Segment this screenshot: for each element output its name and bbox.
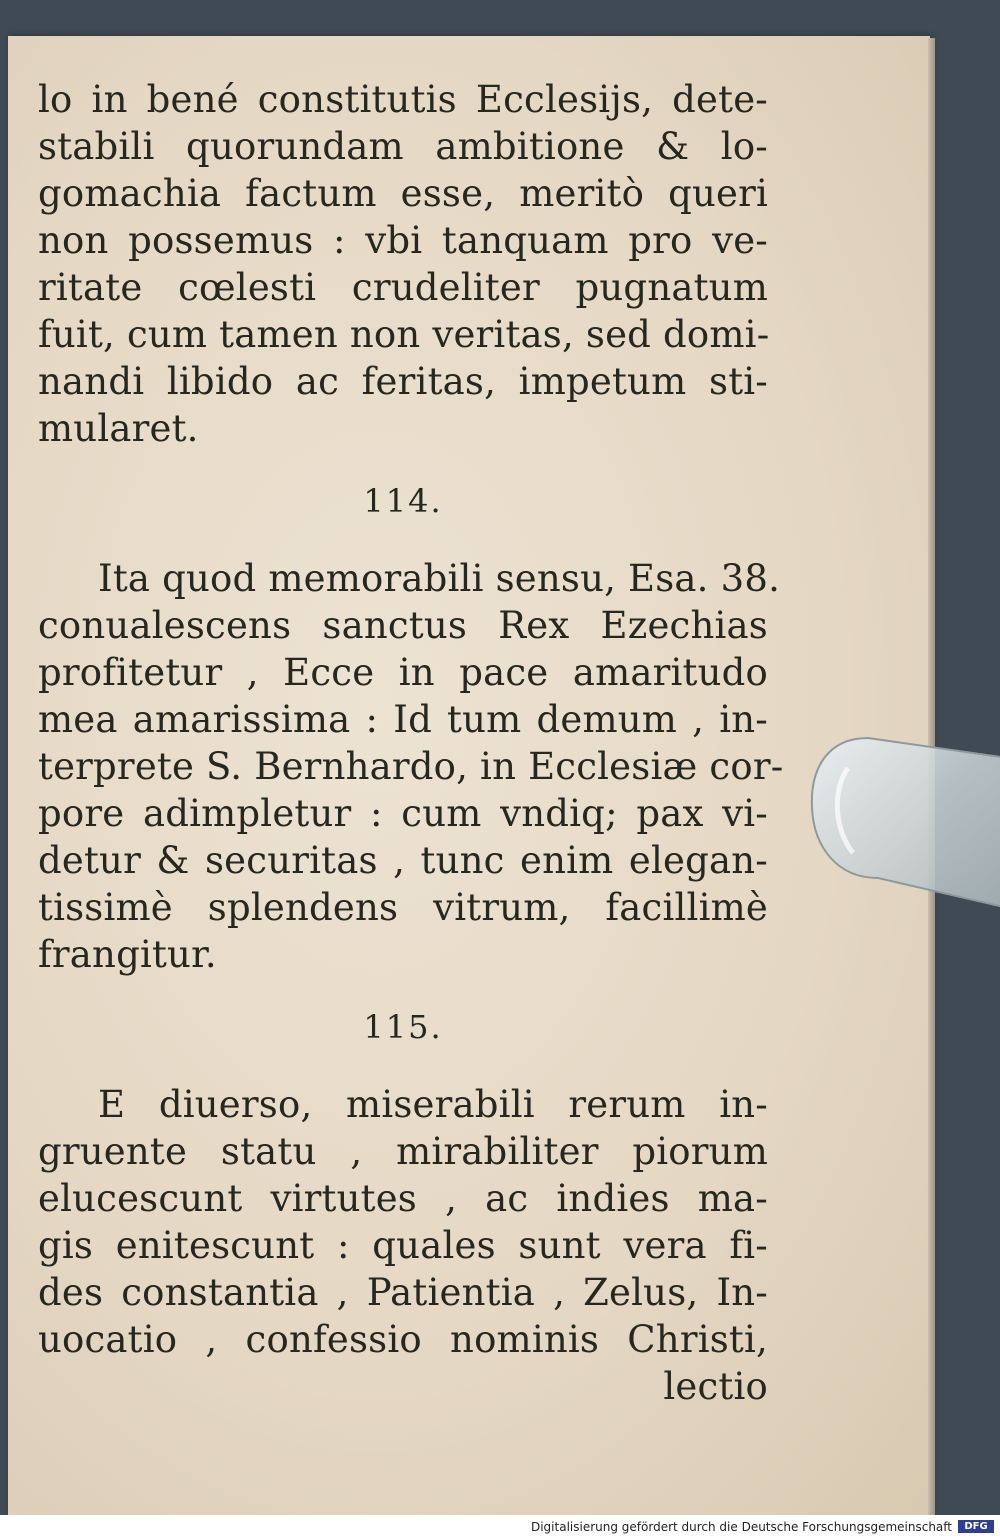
page-holder-clip-icon [808,728,1000,918]
text-line: elucescunt virtutes , ac indies ma- [38,1177,768,1220]
paragraph-114 [38,555,784,978]
section-number-114: 114. [363,482,443,520]
text-line: nandi libido ac feritas, impetum sti- [38,360,768,403]
text-line: stabili quorundam ambitione & lo- [38,125,768,168]
text-line: fuit, cum tamen non veritas, sed domi- [38,313,770,356]
catchword: lectio [663,1365,768,1408]
text-line: mularet. [38,407,199,450]
text-line: tissimè splendens vitrum, facillimè [38,886,768,929]
text-line: gomachia factum esse, meritò queri [38,172,768,215]
book-page [8,36,930,1515]
paragraph-113 [38,76,768,452]
page-text [38,76,784,1410]
text-line: profitetur , Ecce in pace amaritudo [38,651,768,694]
footer-credit: Digitalisierung gefördert durch die Deutsche Forschungsgemeinschaft [530,1520,952,1534]
text-line: uocatio , confessio nominis Christi, [38,1318,768,1361]
text-line: des constantia , Patientia , Zelus, In- [38,1271,768,1314]
text-line: mea amarissima : Id tum demum , in- [38,698,768,741]
text-line: detur & securitas , tunc enim elegan- [38,839,768,882]
text-line: gruente statu , mirabiliter piorum [38,1130,768,1173]
text-line: terprete S. Bernhardo, in Ecclesiæ cor- [38,745,784,788]
text-line: conualescens sanctus Rex Ezechias [38,604,768,647]
section-number-115: 115. [363,1008,443,1046]
text-line: lo in bené constitutis Ecclesijs, dete- [38,78,768,121]
text-line: gis enitescunt : quales sunt vera fi- [38,1224,768,1267]
paragraph-115 [38,1081,768,1363]
text-line: pore adimpletur : cum vndiq; pax vi- [38,792,768,835]
text-line: non possemus : vbi tanquam pro ve- [38,219,768,262]
text-line: ritate cœlesti crudeliter pugnatum [38,266,768,309]
text-line: Ita quod memorabili sensu, Esa. 38. [98,557,781,600]
text-line: frangitur. [38,933,217,976]
text-line: E diuerso, miserabili rerum in- [98,1083,768,1126]
dfg-logo: DFG [958,1520,994,1533]
